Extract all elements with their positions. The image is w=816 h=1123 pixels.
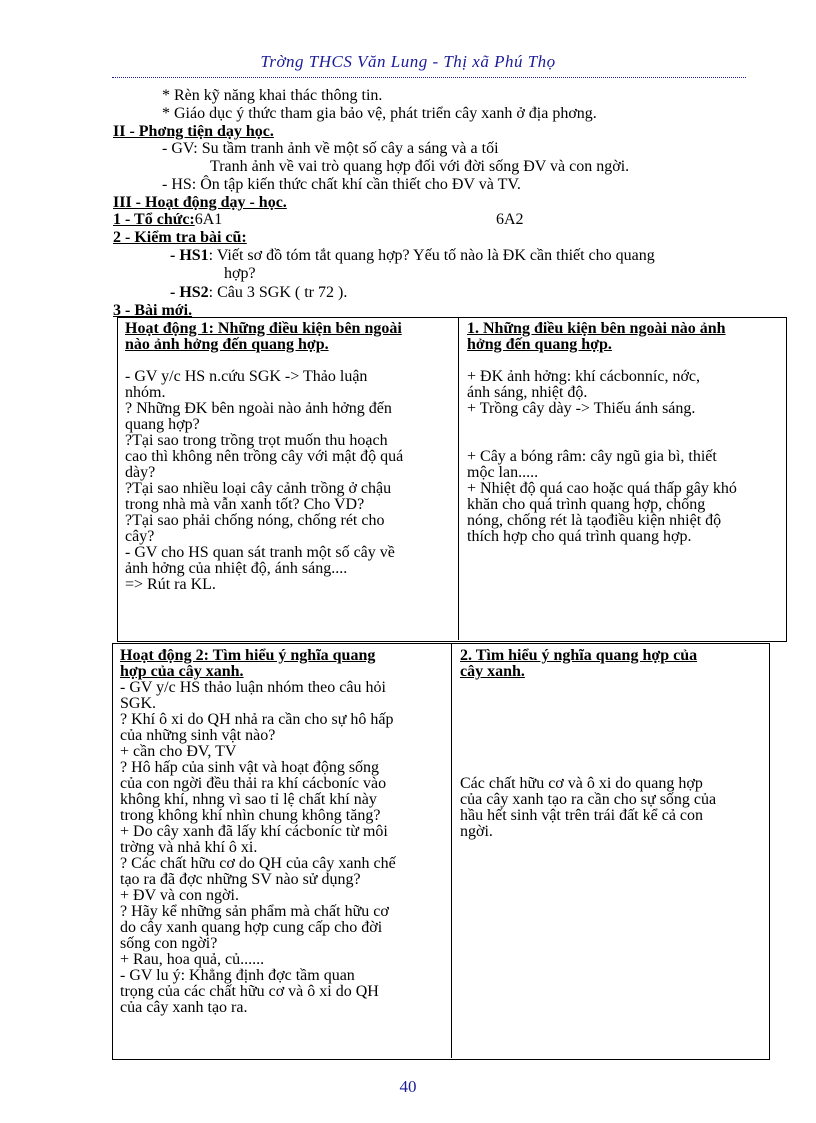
- teaching-step-line: - GV cho HS quan sát tranh một số cây về: [125, 544, 395, 561]
- teaching-step-line: ?Tại sao phải chống nóng, chống rét cho: [125, 512, 385, 529]
- teaching-step-line: + cần cho ĐV, TV: [120, 743, 237, 760]
- hs2-question: [170, 284, 347, 302]
- activity-2-right-cell: [456, 646, 770, 842]
- teaching-step-line: trong nhà mà vẫn xanh tốt? Cho VD?: [125, 496, 365, 513]
- activity-1-title: Hoạt động 1: Những điều kiện bên ngoài: [125, 320, 402, 337]
- teaching-step-line: ảnh hởng của nhiệt độ, ánh sáng....: [125, 560, 348, 577]
- activity-2-left-cell: [116, 646, 454, 1018]
- page-header: Trờng THCS Văn Lung - Thị xã Phú Thọ: [260, 52, 556, 71]
- teaching-step-line: của con ngời đều thải ra khí cácboníc vào: [120, 775, 387, 792]
- teaching-step-line: ? Hãy kể những sản phẩm mà chất hữu cơ: [120, 903, 389, 920]
- hs2-text: : Câu 3 SGK ( tr 72 ).: [208, 284, 348, 301]
- teaching-step-line: ? Hô hấp của sinh vật và hoạt động sống: [120, 759, 380, 776]
- conclusion-line: + Trồng cây dày -> Thiếu ánh sáng.: [467, 400, 696, 417]
- teaching-step-line: - GV y/c HS n.cứu SGK -> Thảo luận: [125, 368, 368, 385]
- intro-line-1: * Rèn kỹ năng khai thác thông tin.: [162, 87, 383, 104]
- teaching-step-line: của những sinh vật nào?: [120, 727, 276, 744]
- conclusion-line: khăn cho quá trình quang hợp, chống: [467, 496, 706, 513]
- activity-2-teaching-steps: [120, 680, 450, 1016]
- teaching-step-line: nhóm.: [125, 384, 166, 401]
- conclusion-line: + ĐK ảnh hởng: khí cácbonníc, nớc,: [467, 368, 700, 385]
- teaching-step-line: cây?: [125, 528, 155, 545]
- teaching-step-line: sống con ngời?: [120, 935, 218, 952]
- conclusion-line: + Nhiệt độ quá cao hoặc quá thấp gây khó: [467, 480, 737, 497]
- new-lesson-label: 3 - Bài mới.: [113, 302, 193, 319]
- activity-1-title-continued: nào ảnh hởng đến quang hợp.: [125, 336, 329, 353]
- teaching-step-line: - GV y/c HS thảo luận nhóm theo câu hỏi: [120, 679, 386, 696]
- conclusion-line: nóng, chống rét là tạođiều kiện nhiệt độ: [467, 512, 722, 529]
- activity-1-teaching-steps: [125, 369, 455, 593]
- teaching-step-line: ?Tại sao nhiều loại cây cảnh trồng ở chậu: [125, 480, 392, 497]
- teaching-step-line: do cây xanh quang hợp cung cấp cho đời: [120, 919, 383, 936]
- conclusion-line: của cây xanh tạo ra cần cho sự sống của: [460, 791, 717, 808]
- section-2-meaning-conclusion: [460, 776, 766, 840]
- activity-2-title: Hoạt động 2: Tìm hiểu ý nghĩa quang: [120, 647, 376, 664]
- section-1-conclusion-part-2: [467, 449, 785, 545]
- class-6a1: 6A1: [194, 211, 223, 228]
- page-number: 40: [399, 1077, 417, 1096]
- teaching-step-line: không khí, nhng vì sao tỉ lệ chất khí này: [120, 791, 377, 808]
- teaching-step-line: + Do cây xanh đã lấy khí cácboníc từ môi: [120, 823, 388, 840]
- section-1-title: 1. Những điều kiện bên ngoài nào ảnh: [467, 320, 726, 337]
- teaching-step-line: của cây xanh tạo ra.: [120, 999, 248, 1016]
- hs2-label: - HS2: [170, 284, 209, 301]
- intro-line-2: * Giáo dục ý thức tham gia bảo vệ, phát triển cây xanh ở địa phơng.: [162, 105, 597, 122]
- spacer: [467, 353, 785, 369]
- teaching-step-line: + Rau, hoa quả, củ......: [120, 951, 265, 968]
- section-2-gv-line-1: - GV: Su tầm tranh ảnh về một số cây a sáng và a tối: [162, 140, 499, 157]
- conclusion-line: ánh sáng, nhiệt độ.: [467, 384, 588, 401]
- hs1-label: - HS1: [170, 247, 209, 264]
- section-2-heading: II - Phơng tiện dạy học.: [113, 123, 274, 140]
- teaching-step-line: => Rút ra KL.: [125, 576, 216, 593]
- teaching-step-line: ? Khí ô xi do QH nhả ra cần cho sự hô hấp: [120, 711, 394, 728]
- section-2-hs-line: - HS: Ôn tập kiến thức chất khí cần thiết cho ĐV và TV.: [162, 176, 521, 193]
- spacer: [125, 353, 455, 369]
- hs1-text-continued: hợp?: [224, 265, 256, 282]
- section-2-meaning-title: 2. Tìm hiểu ý nghĩa quang hợp của: [460, 647, 698, 664]
- conclusion-line: hầu hết sinh vật trên trái đất kể cả con: [460, 807, 704, 824]
- activity-2-title-continued: hợp của cây xanh.: [120, 663, 244, 680]
- section-2-meaning-title-continued: cây xanh.: [460, 663, 525, 680]
- check-old-lesson-label: 2 - Kiểm tra bài cũ:: [113, 229, 247, 246]
- section-3-heading: III - Hoạt động dạy - học.: [113, 194, 287, 211]
- teaching-step-line: quang hợp?: [125, 416, 200, 433]
- organization-label: 1 - Tổ chức:: [113, 211, 195, 228]
- teaching-step-line: tạo ra đã đợc những SV nào sử dụng?: [120, 871, 361, 888]
- teaching-step-line: trờng và nhả khí ô xi.: [120, 839, 258, 856]
- activity-1-right-cell: [463, 319, 789, 547]
- activity-1-left-cell: [121, 319, 459, 595]
- teaching-step-line: - GV lu ý: Khẳng định đợc tầm quan: [120, 967, 355, 984]
- teaching-step-line: + ĐV và con ngời.: [120, 887, 239, 904]
- spacer: [467, 417, 785, 449]
- teaching-step-line: dày?: [125, 464, 156, 481]
- organization-row: [113, 211, 222, 229]
- conclusion-line: + Cây a bóng râm: cây ngũ gia bì, thiết: [467, 448, 717, 465]
- teaching-step-line: ? Những ĐK bên ngoài nào ảnh hởng đến: [125, 400, 392, 417]
- conclusion-line: mộc lan.....: [467, 464, 539, 481]
- conclusion-line: Các chất hữu cơ và ô xi do quang hợp: [460, 775, 703, 792]
- conclusion-line: thích hợp cho quá trình quang hợp.: [467, 528, 692, 545]
- teaching-step-line: trong không khí nhìn chung không tăng?: [120, 807, 381, 824]
- section-1-title-continued: hởng đến quang hợp.: [467, 336, 612, 353]
- class-6a2: 6A2: [496, 211, 524, 228]
- section-1-conclusion-part-1: [467, 369, 785, 417]
- teaching-step-line: ?Tại sao trong trồng trọt muốn thu hoạch: [125, 432, 388, 449]
- header-rule: [112, 77, 746, 78]
- teaching-step-line: trọng của các chất hữu cơ và ô xi do QH: [120, 983, 379, 1000]
- teaching-step-line: SGK.: [120, 695, 157, 712]
- hs1-text: : Viết sơ đồ tóm tắt quang hợp? Yếu tố nào là ĐK cần thiết cho quang: [208, 247, 655, 264]
- hs1-question: [170, 247, 655, 265]
- spacer: [460, 680, 766, 776]
- teaching-step-line: cao thì không nên trồng cây với mật độ quá: [125, 448, 404, 465]
- section-2-gv-line-2: Tranh ảnh về vai trò quang hợp đối với đời sống ĐV và con ngời.: [210, 158, 630, 175]
- teaching-step-line: ? Các chất hữu cơ do QH của cây xanh chế: [120, 855, 396, 872]
- conclusion-line: ngời.: [460, 823, 493, 840]
